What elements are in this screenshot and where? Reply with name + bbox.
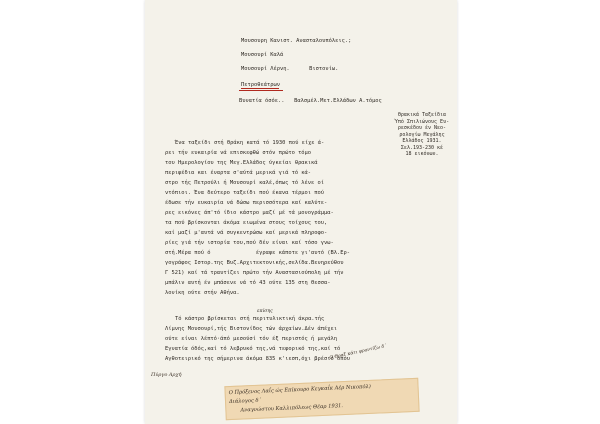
body-line: στρο τής Πετρούλι ή Μουσουρί καλέ,όπως τό λένε οί (165, 180, 325, 186)
handwritten-line: Αναγνώστου Καλλιπόλεως Θέαρ 1931. (240, 403, 344, 414)
header-line-1: Μουσουρη Κανιστ. Ανασταλουπόλεις.; (241, 38, 352, 44)
bib-line: Σελ.193-230 κέ (400, 144, 444, 151)
pen-annotation: Ο Θραξ κάτι φροντίζω δ΄ (329, 344, 387, 361)
body-line: Αγθοτειρικό της σήμερινα άκόμα 835 κ'ιεσπ,όχι βρέσιό όπου (165, 356, 350, 362)
handwritten-line: Ο Πρόξενος Λαΐς ώς Επίκουρο Κεγκαΐκ Αέρ Νικοπόλ) (228, 383, 371, 397)
body-line: του Ημερολογίου της Μεγ.Ελλάδος ύγκείαι θρακικά (165, 160, 318, 166)
body-line: Γ 521) καί τά τραυτίζει πρώτο τήν Αναστασιούπολη μέ τήν (165, 270, 344, 276)
body-line: λονίκη ούτε στήν Αθήνα. (165, 290, 240, 296)
body-line: τα πού βρίσκονται άκόμα ειωμένα στους τοίχους του, (165, 220, 328, 226)
body-line: ρει τήν ευκαιρία νά επισκεφθώ στόν πρώτο τόμο (165, 150, 312, 156)
bib-line: ρολογίω Μεγάλης (399, 131, 445, 138)
header-line-5: Βυνατία όσόε.. Βαλσμέλ.Μετ.Ελλάδων Α.τόμος (239, 98, 382, 104)
header-line-3: Μουσουρί Λέρνη. Βιστονίω. (241, 66, 339, 72)
body-line: έδωσε τήν ευκαιρία νά δώσω περισσότερα καί καλύτε- (165, 200, 328, 206)
bib-line: Ελλάδος 1931. (402, 138, 442, 144)
body-line: γογράφος Ιστορ.της Βυζ.Αρχιτεκτονικής,σελίδα.Βενηρεύθου (165, 260, 344, 266)
margin-handwritten-note: Πύργο Αρχή (151, 372, 182, 378)
body-line: στή.Μέρα πού ό έγραψε κάποτε γι'αυτό (Βλ.Ερ- (165, 250, 350, 256)
bib-line: Ύπό Σπιλιώνους Ευ- (394, 118, 450, 125)
bib-line: ρεσκέδου έν Νεο- (397, 125, 447, 131)
interlinear-note: επίσης (257, 309, 273, 314)
bibliography-block (391, 112, 453, 158)
body-line: Ένα ταξείδι στή Θράκη κατά τό 1930 πού είχε ά- (175, 140, 325, 146)
body-line: Λίμνης Μουσουρί,τής Βιστονίδος τών άρχαίων.Δέν άπέχει (165, 326, 338, 332)
red-underline (241, 88, 279, 89)
body-line: ούτε είναι λέπτό·άπό μεσούσί τόν έξ περιστός ή μεγάλη (165, 336, 338, 342)
red-underline-2 (239, 90, 283, 91)
header-line-2: Μουσουρί Καλά (241, 52, 284, 58)
body-line: Εγνατία όδός,καί τό λεβρυκό της,νά τεφορικό της,καί τό (165, 346, 341, 352)
bib-line: Θρακικά Ταξείδια (397, 112, 447, 118)
body-line: μπάλιν αυτή έν μπάσενε νά τό 43 ούτε 135 στη Θεσσα- (165, 280, 331, 286)
bib-line: 18 εικόνων. (405, 151, 439, 157)
handwritten-slip (224, 378, 419, 420)
body-line: ρες εικόνες άπ'τό ίδιο κάστρο μαζί μέ τά μονογράμμα- (165, 210, 334, 216)
handwritten-line: Διάλογος δ΄ (228, 397, 262, 406)
body-line: περιφέδια και έναρτα σ'αύτά μερικά γιά τό κά- (165, 170, 312, 176)
document-page (145, 0, 457, 424)
body-line: καί μαζί μ'αυτά νά συγκεντρώσω καί μερικά πληροφο- (165, 230, 328, 236)
body-line: Τό κάστρο βρίσκεται στή περιτυλικτική άκρα.τής (175, 316, 325, 322)
body-line: ντόπιοι. Ένα δεύτερο ταξείδι πού έκανα τέρμοι πού (165, 190, 325, 196)
header-line-4: Πετροθεάτρων (241, 82, 280, 88)
body-line: ρίες γιά τήν ιστορία του,πού δέν είναι καί τόσο γνω- (165, 240, 334, 246)
